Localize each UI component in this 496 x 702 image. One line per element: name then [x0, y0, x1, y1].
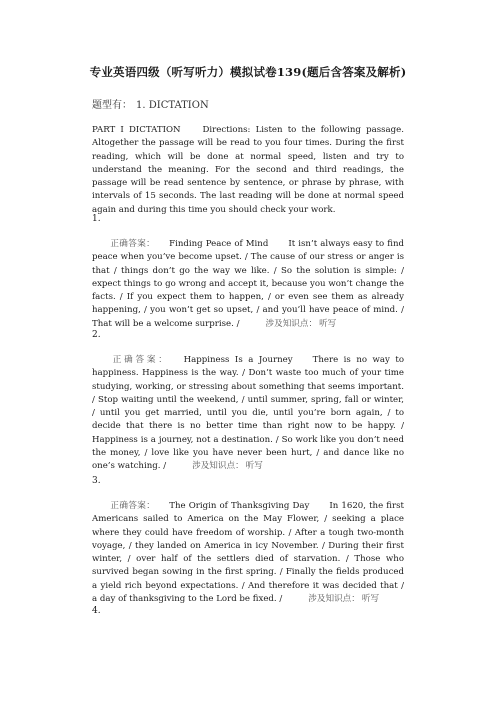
question-type-value: 1. DICTATION — [136, 100, 209, 111]
question-type-label: 题型有： — [92, 100, 132, 111]
answer-label: 正确答案： — [110, 501, 156, 511]
passage-title: The Origin of Thanksgiving Day — [169, 501, 310, 511]
answer-block — [92, 354, 404, 474]
directions-text: Directions: Listen to the following passage. Altogether the passage will be read to you four times. During the first reading, which will be done at normal speed, listen and try to understand the meaning. For the second and third readings, the passage will be read sentence by sentence, or phrase by phrase, with intervals of 15 seconds. The last reading will be done at normal speed again and during this time you should check your work. — [92, 125, 404, 215]
passage-title: Finding Peace of Mind — [169, 239, 269, 249]
part-heading: PART I DICTATION — [92, 125, 181, 135]
question-number: 4. — [92, 606, 101, 616]
knowledge-label: 涉及知识点： — [265, 318, 318, 329]
passage-text: In 1620, the first Americans sailed to America on the May Flower, / seeking a place where they could have freedom of worship. / After a tough two-month voyage, / they landed on America in icy November. / During their first winter, / over half of the settlers died of starvation. / Those who survived began sowing in the first spring. / Finally the fields produced a yield rich beyond expectations. / And therefore it was decided that / a day of thanksgiving to the Lord be fixed. / — [92, 501, 404, 605]
passage-text: It isn’t always easy to find peace when you’ve become upset. / The cause of our stress or anger is that / things don’t go the way we like. / So the solution is simple: / expect things to go wrong and accept it, because you won’t change the facts. / If you expect them to happen, / or even see them as already happening, / you won’t get so upset, / and you’ll have peace of mind. / That will be a welcome surprise. / — [92, 239, 404, 329]
question-number: 2. — [92, 330, 101, 340]
part-directions — [92, 124, 404, 217]
question-type-line — [92, 96, 209, 111]
answer-label: 正确答案： — [110, 355, 170, 365]
answer-block — [92, 500, 404, 606]
passage-text: There is no way to happiness. Happiness is the way. / Don’t waste too much of your time studying, working, or stressing about something that seems important. / Stop waiting until the weekend, / until summer, spring, fall or winter, / until you get married, until you die, until you’re born again, / to decide that there is no better time than right now to be happy. / Happiness is a journey, not a destination. / So work like you don’t need the money, / love like you have never been hurt, / and dance like no one’s watching. / — [92, 355, 404, 472]
answer-label: 正确答案： — [110, 239, 156, 249]
knowledge-value: 听写 — [319, 318, 337, 329]
knowledge-label: 涉及知识点： — [308, 594, 360, 605]
knowledge-value: 听写 — [245, 461, 263, 472]
question-number: 3. — [92, 476, 101, 486]
knowledge-label: 涉及知识点： — [192, 461, 244, 472]
document-title: 专业英语四级（听写听力）模拟试卷139(题后含答案及解析) — [89, 65, 407, 79]
knowledge-value: 听写 — [361, 594, 380, 605]
question-number: 1. — [92, 214, 101, 224]
passage-title: Happiness Is a Journey — [183, 355, 293, 365]
answer-block — [92, 238, 404, 331]
